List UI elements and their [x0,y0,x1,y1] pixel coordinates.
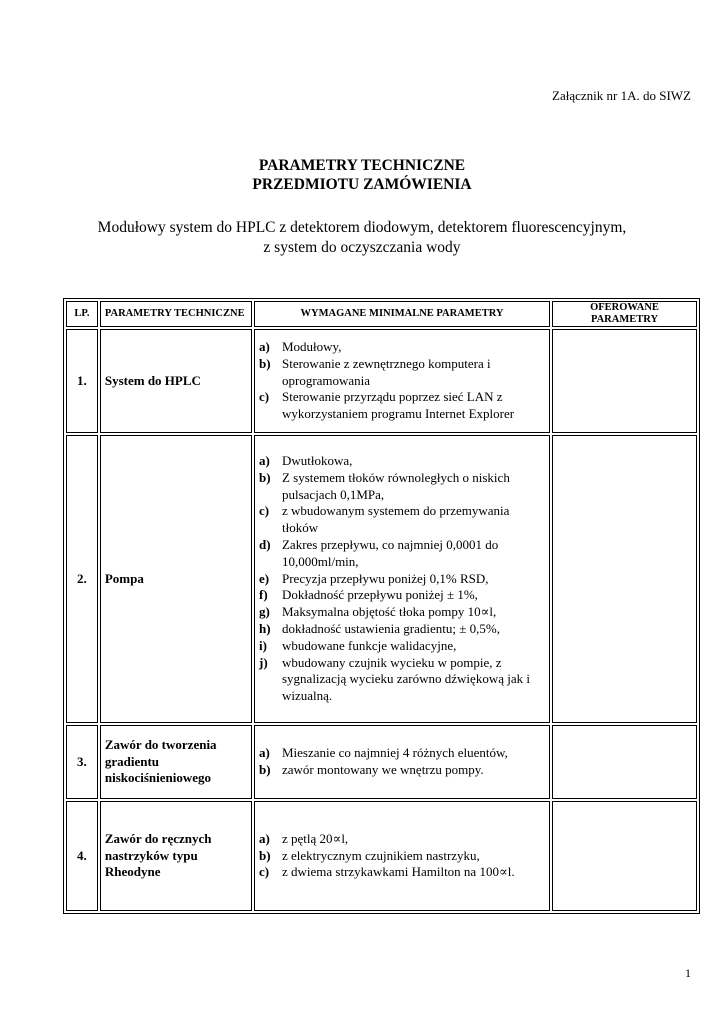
offered-parameters-cell[interactable] [552,435,697,723]
list-item [259,864,545,881]
subtitle-line: z system do oczyszczania wody [263,239,461,256]
item-marker: f) [258,587,268,603]
list-item [259,655,545,705]
list-item [259,356,545,390]
list-item [259,470,545,504]
requirement-list [259,745,545,779]
row-number: 2. [66,435,98,723]
list-item [259,745,545,762]
list-item [259,762,545,779]
offered-parameters-cell[interactable] [552,725,697,799]
title-line: PRZEDMIOTU ZAMÓWIENIA [252,176,472,193]
item-text: zawór montowany we wnętrzu pompy. [281,762,484,777]
offered-parameters-cell[interactable] [552,801,697,911]
page-number: 1 [685,966,691,980]
header-parameters: PARAMETRY TECHNICZNE [100,301,252,327]
list-item [259,638,545,655]
item-text: z elektrycznym czujnikiem nastrzyku, [281,847,480,863]
technical-parameters-table [63,298,700,914]
parameter-name: System do HPLC [100,329,252,433]
item-marker: a) [258,745,270,761]
list-item [259,621,545,638]
item-marker: g) [258,604,270,620]
list-item [259,848,545,865]
table-row [66,435,697,723]
item-marker: c) [258,389,270,405]
item-text: Zakres przepływu, co najmniej 0,0001 do 10,000ml/min, [281,537,499,569]
item-marker: h) [258,620,271,636]
parameter-name: Zawór do tworzenia gradientu niskociśnieniowego [100,725,252,799]
item-marker: c) [258,864,270,880]
annex-reference: Załącznik nr 1A. do SIWZ [552,88,691,103]
item-text: wbudowany czujnik wycieku w pompie, z sygnalizacją wycieku zarówno dźwiękową jak i wizualną. [281,654,530,704]
list-item [259,537,545,571]
list-item [259,587,545,604]
item-text: Modułowy, [281,339,342,354]
list-item [259,503,545,537]
document-subtitle [40,218,684,258]
item-marker: c) [258,503,270,519]
header-required: WYMAGANE MINIMALNE PARAMETRY [254,301,550,327]
item-marker: b) [258,469,271,485]
item-text: z dwiema strzykawkami Hamilton na 100∝l. [281,864,515,880]
subtitle-line: Modułowy system do HPLC z detektorem diodowym, detektorem fluorescencyjnym, [97,219,627,236]
document-title [0,156,724,194]
list-item [259,453,545,470]
list-item [259,339,545,356]
item-text: wbudowane funkcje walidacyjne, [281,637,457,653]
item-marker: a) [258,453,270,469]
required-parameters [254,329,550,433]
item-marker: e) [258,570,270,586]
header-lp: LP. [66,301,98,327]
required-parameters [254,435,550,723]
item-marker: d) [258,537,271,552]
item-marker: b) [258,762,271,777]
list-item [259,571,545,588]
item-marker: a) [258,830,270,846]
item-text: Sterowanie z zewnętrznego komputera i oprogramowania [281,355,491,388]
item-text: z pętlą 20∝l, [281,830,349,846]
item-text: Dwutłokowa, [281,453,353,469]
item-text: Z systemem tłoków równoległych o niskich pulsacjach 0,1MPa, [281,469,510,502]
item-text: dokładność ustawienia gradientu; ± 0,5%, [281,620,500,636]
item-marker: i) [258,637,267,653]
list-item [259,604,545,621]
table-header-row [66,301,697,327]
row-number: 4. [66,801,98,911]
row-number: 1. [66,329,98,433]
header-offered: OFEROWANE PARAMETRY [552,301,697,327]
parameter-name: Pompa [100,435,252,723]
item-marker: j) [258,654,268,670]
requirement-list [259,453,545,705]
item-text: Mieszanie co najmniej 4 różnych eluentów, [281,745,508,761]
offered-parameters-cell[interactable] [552,329,697,433]
item-text: Precyzja przepływu poniżej 0,1% RSD, [281,570,489,586]
table-row [66,329,697,433]
item-text: Dokładność przepływu poniżej ± 1%, [281,587,478,603]
title-line: PARAMETRY TECHNICZNE [258,157,466,174]
requirement-list [259,831,545,881]
requirement-list [259,339,545,423]
item-text: Maksymalna objętość tłoka pompy 10∝l, [281,604,497,620]
item-text: Sterowanie przyrządu poprzez sieć LAN z wykorzystaniem programu Internet Explorer [281,389,515,422]
item-marker: a) [258,339,270,354]
table-row [66,725,697,799]
required-parameters [254,801,550,911]
parameter-name: Zawór do ręcznych nastrzyków typu Rheodyne [100,801,252,911]
row-number: 3. [66,725,98,799]
table-row [66,801,697,911]
list-item [259,389,545,423]
item-marker: b) [258,355,271,371]
list-item [259,831,545,848]
required-parameters [254,725,550,799]
item-text: z wbudowanym systemem do przemywania tłoków [281,503,510,536]
item-marker: b) [258,847,271,863]
